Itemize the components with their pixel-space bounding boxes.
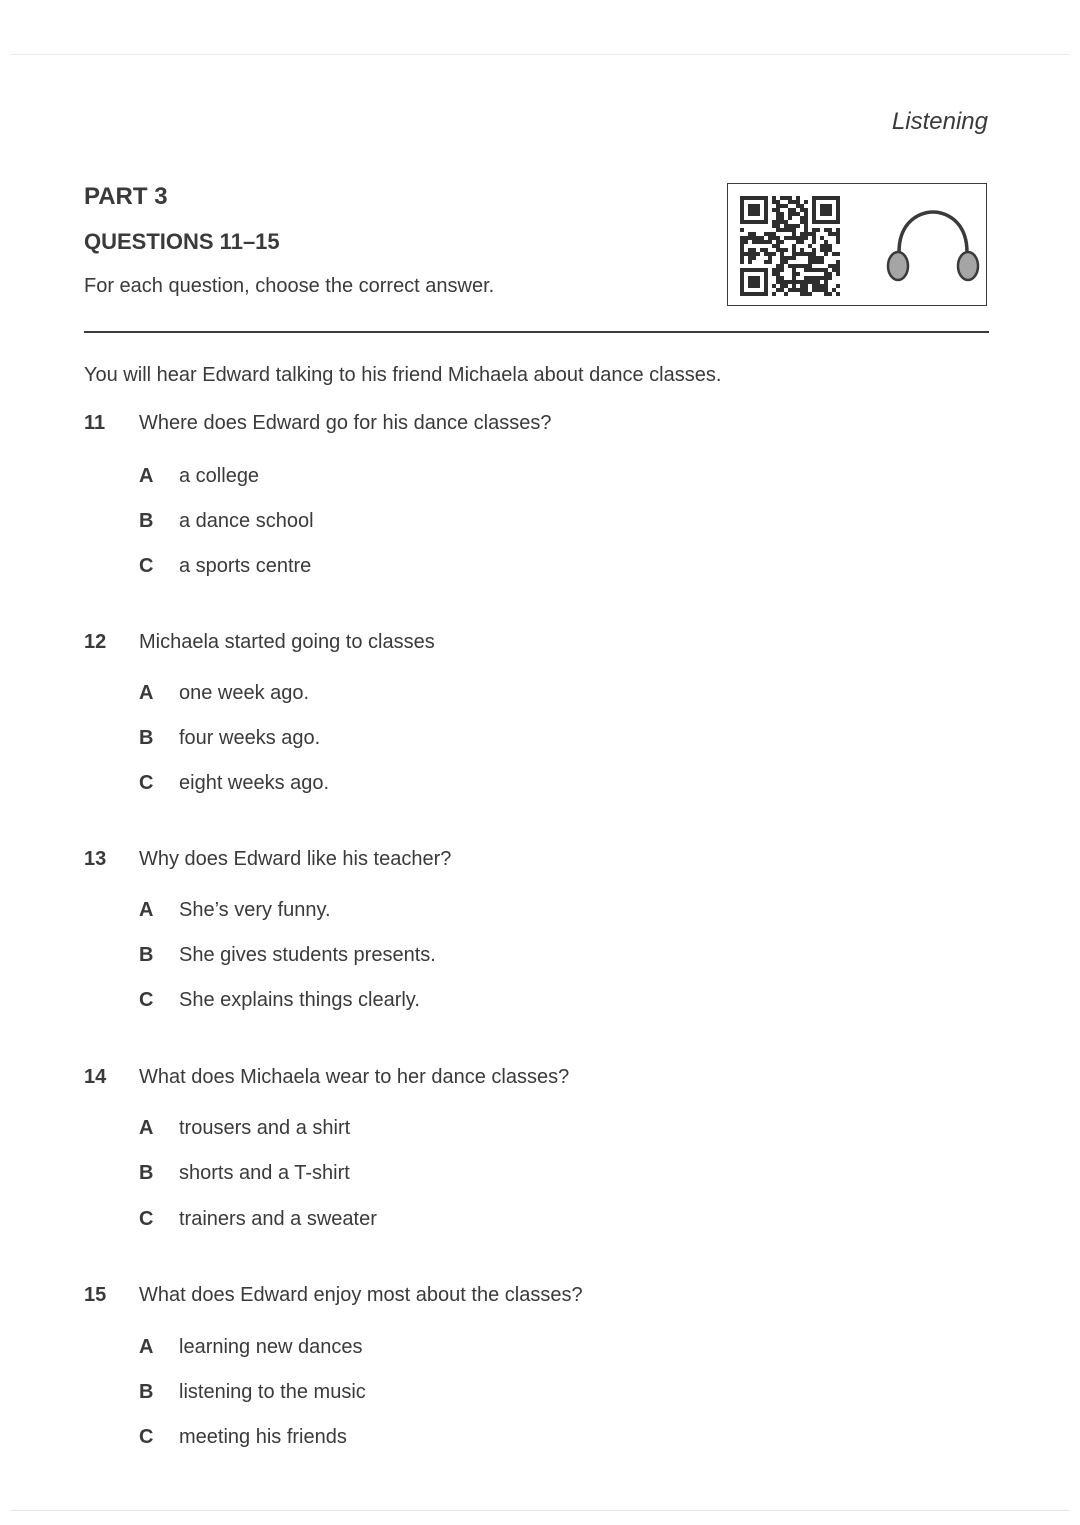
option-letter: B <box>139 1381 154 1403</box>
listening-context: You will hear Edward talking to his friend Michaela about dance classes. <box>84 364 722 386</box>
option-text: meeting his friends <box>179 1426 347 1448</box>
option-text: trainers and a sweater <box>179 1208 377 1230</box>
option-letter: C <box>139 772 154 794</box>
question-number: 15 <box>84 1284 107 1306</box>
question-number: 11 <box>84 412 106 434</box>
option-text: a dance school <box>179 510 314 532</box>
option-letter: A <box>139 682 154 704</box>
option-text: learning new dances <box>179 1336 363 1358</box>
option-text: a sports centre <box>179 555 312 577</box>
option-letter: B <box>139 727 154 749</box>
question-number: 12 <box>84 631 107 653</box>
section-divider <box>84 331 989 333</box>
instruction-text: For each question, choose the correct answer. <box>84 275 495 297</box>
option-text: trousers and a shirt <box>179 1117 351 1139</box>
option-letter: B <box>139 510 154 532</box>
page-edge-top <box>10 54 1070 55</box>
question-text: What does Edward enjoy most about the classes? <box>139 1284 583 1306</box>
option-letter: C <box>139 1426 154 1448</box>
option-letter: A <box>139 1117 154 1139</box>
question-number: 13 <box>84 848 107 870</box>
option-letter: A <box>139 1336 154 1358</box>
option-text: She gives students presents. <box>179 944 436 966</box>
headphones-icon <box>886 208 980 284</box>
section-label: Listening <box>891 108 988 135</box>
qr-code-icon[interactable] <box>740 196 840 296</box>
option-text: eight weeks ago. <box>179 772 330 794</box>
question-text: Michaela started going to classes <box>139 631 435 653</box>
question-number: 14 <box>84 1066 107 1088</box>
option-text: four weeks ago. <box>179 727 321 749</box>
page-edge-bottom <box>10 1510 1070 1511</box>
question-text: What does Michaela wear to her dance classes? <box>139 1066 570 1088</box>
option-letter: C <box>139 989 154 1011</box>
question-text: Why does Edward like his teacher? <box>139 848 452 870</box>
option-letter: B <box>139 944 154 966</box>
option-text: She explains things clearly. <box>179 989 420 1011</box>
option-text: listening to the music <box>179 1381 366 1403</box>
option-letter: A <box>139 465 154 487</box>
option-letter: A <box>139 899 154 921</box>
option-text: a college <box>179 465 260 487</box>
option-letter: C <box>139 1208 154 1230</box>
questions-range: QUESTIONS 11–15 <box>84 229 280 254</box>
option-text: shorts and a T-shirt <box>179 1162 350 1184</box>
audio-media-box <box>727 183 987 306</box>
option-text: She’s very funny. <box>179 899 331 921</box>
option-letter: C <box>139 555 154 577</box>
option-text: one week ago. <box>179 682 310 704</box>
part-title: PART 3 <box>84 183 168 210</box>
option-letter: B <box>139 1162 154 1184</box>
question-text: Where does Edward go for his dance classes? <box>139 412 552 434</box>
